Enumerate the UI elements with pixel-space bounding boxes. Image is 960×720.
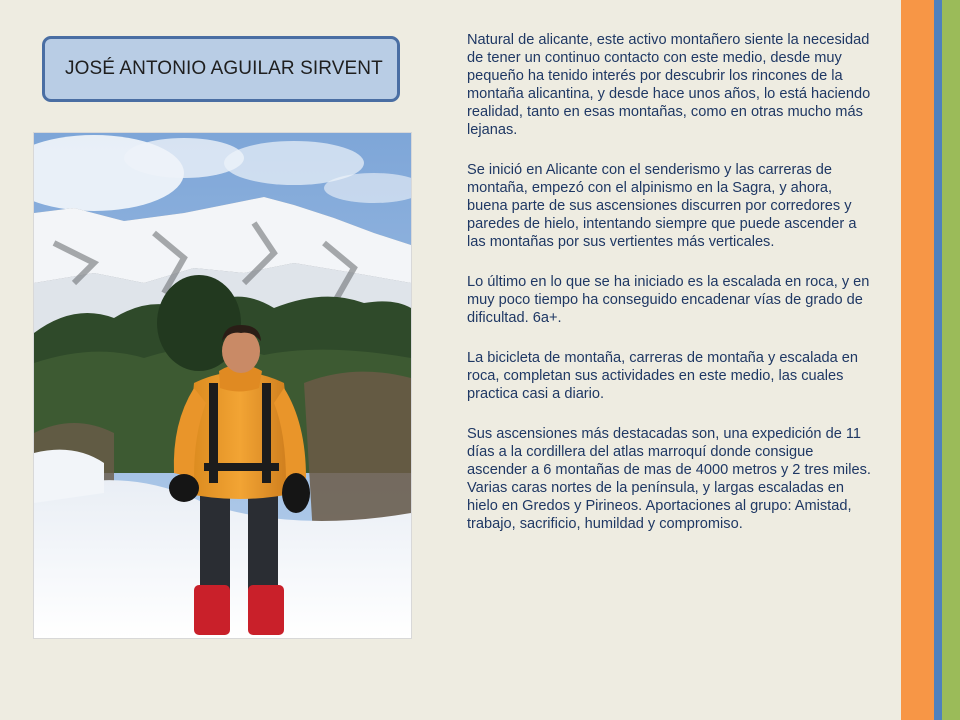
title-box: [42, 36, 400, 102]
bio-paragraph: La bicicleta de montaña, carreras de montaña y escalada en roca, completan sus actividades en este medio, las cuales practica casi a diario.: [467, 350, 859, 402]
bio-text: [467, 31, 872, 555]
bio-paragraph: Natural de alicante, este activo montañero siente la necesidad de tener un continuo contacto con este medio, desde muy pequeño ha tenido interés por descubrir los rincones de la montaña alicantina, y desde hace unos años, lo está haciendo realidad, tanto en esas montañas, como en otras mucho más lejanas.: [467, 32, 871, 138]
bio-paragraph: Sus ascensiones más destacadas son, una expedición de 11 días a la cordillera del atlas marroquí donde consigue ascender a 6 montañas de mas de 4000 metros y 2 tres miles. Varias caras nortes de la península, y largas escaladas en hielo en Gredos y Pirineos. Aportaciones al grupo: Amistad, trabajo, sacrificio, humildad y compromiso.: [467, 426, 871, 532]
page-title: JOSÉ ANTONIO AGUILAR SIRVENT: [65, 58, 383, 79]
bio-paragraph: Lo último en lo que se ha iniciado es la escalada en roca, y en muy poco tiempo ha conseguido encadenar vías de grado de dificultad. 6a+.: [467, 274, 870, 326]
decorative-stripe-green: [942, 0, 960, 720]
decorative-stripe-blue: [934, 0, 942, 720]
profile-photo: [33, 132, 412, 639]
bio-paragraph: Se inició en Alicante con el senderismo y las carreras de montaña, empezó con el alpinismo en la Sagra, y ahora, buena parte de sus ascensiones discurren por corredores y paredes de hielo, intentando siempre que puede ascender a las montañas por sus vertientes más verticales.: [467, 162, 857, 250]
mountaineer-photo-image: [34, 133, 411, 638]
decorative-stripe-orange: [901, 0, 934, 720]
